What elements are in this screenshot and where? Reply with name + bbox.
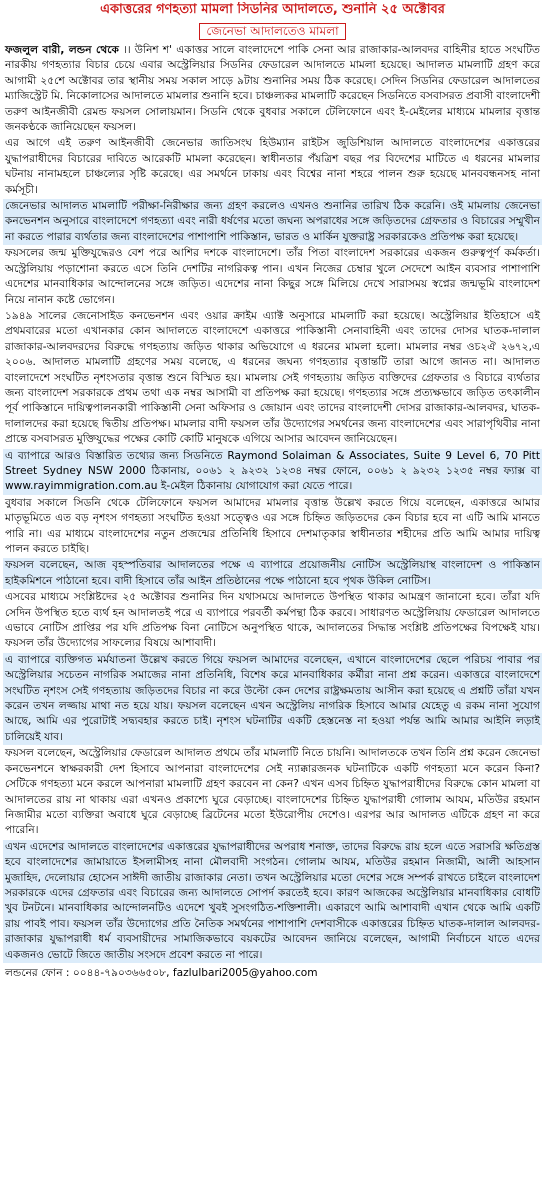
article-paragraph: এর আগে এই তরুণ আইনজীবী জেনেভার জাতিসংঘ হিউম্যান রাইটস জুডিশিয়াল আদালতে বাংলাদেশের একাত্তরের যুদ্ধাপরাধীদের বিচারের দাবিতে আরেকটি মামলা করেছেন। স্বাধীনতার পঁয়ত্রিশ বছর পর বিদেশের মাটিতে এ ধরনের মামলার ঘটনায় নানামহলে চাঞ্চল্যের সৃষ্টি করেছে। এর সমর্থনে ঢাকায় এবং বিশ্বের নানা শহরে পালন শুরু হয়েছে মানববন্ধনসহ নানা কর্মসূচী। — [5, 137, 540, 196]
article-paragraph: ফয়সলের জন্ম মুক্তিযুদ্ধেরও বেশ পরে আশির দশকে বাংলাদেশে। তাঁর পিতা বাংলাদেশ সরকারের একজন গুরুত্বপূর্ণ কর্মকর্তা। অস্ট্রেলিয়ায় পড়াশোনা করতে এসে তিনি দেশটির নাগরিকত্ব পান। এখন নিজের চেম্বার খুলে সেদেশে আইন ব্যবসার পাশাপাশি এদেশের মানবাধিকার আন্দোলনের সঙ্গে জড়িত। এদেশের নানা কিছুর সঙ্গে মিলিয়ে দেখে সারাসময় স্বপ্নের জন্মভূমি বাংলাদেশ নিয়ে নানান কষ্টে ভোগেন। — [5, 247, 540, 306]
headline: একাত্তরের গণহত্যা মামলা সিডনির আদালতে, শুনানি ২৫ অক্টোবর — [100, 2, 445, 17]
article-body — [3, 43, 542, 963]
subtitle-wrapper — [3, 20, 542, 40]
contact-line: লন্ডনের ফোন : ০০৪৪-৭৯০৩৬৬৫০৮, fazlulbari2005@yahoo.com — [5, 966, 318, 979]
article-paragraph: বুধবার সকালে সিডনি থেকে টেলিফোনে ফয়সল আমাদের মামলার বৃত্তান্ত উল্লেখ করতে গিয়ে বলেছেন, একাত্তরে আমার মাতৃভূমিতে এত বড় নৃশংস গণহত্যা সংঘটিত হওয়া সত্ত্বেও এর সঙ্গে চিহ্নিত জড়িতদের কেন বিচার হবে না এটি আমি মানতে পারি না। এর মাধ্যমে বাংলাদেশের নতুন প্রজন্মের প্রতিনিধি হিসাবে দেশমাতৃকার স্বাধীনতার শহীদের প্রতি আমি আমার দায়িত্ব পালন করতে চাইছি। — [5, 496, 541, 555]
article-paragraph: এখন এদেশের আদালতে বাংলাদেশের একাত্তরের যুদ্ধাপরাধীদের অপরাধ শনাক্ত, তাদের বিরুদ্ধে রায় হলে এতে সরাসরি ক্ষতিগ্রস্ত হবে বাংলাদেশের জামায়াতে ইসলামীসহ নানা মৌলবাদী সংগঠন। গোলাম আযম, মতিউর রহমান নিজামী, আলী আহসান মুজাহিদ, দেলোয়ার হোসেন সাঈদী জাতীয় রাজাকার নেতা। তখন অস্ট্রেলিয়ার মতো দেশের সঙ্গে সম্পর্ক রাখতে চাইলে বাংলাদেশ সরকারকে এদের গ্রেফতার এবং বিচারের জন্য আদালতে সোপর্দ করতেই হবে। কারণ আজকের অস্ট্রেলিয়ার মানবাধিকার বোধটি খুব টনটনে। মানবাধিকার আন্দোলনটিও এদেশে খুবই সুসংগঠিত-শক্তিশালী। একারণে আমি আশাবাদী এখান থেকে আমি একটি রায় পাবই পাব। ফয়সল তাঁর উদ্যোগের প্রতি নৈতিক সমর্থনের পাশাপাশি দেশবাসীকে একাত্তরের চিহ্নিত ঘাতক-দালাল আলবদর-রাজাকার যুদ্ধাপরাধী ধর্ম ব্যবসায়ীদের সামাজিকভাবে বয়কটের আবেদন জানিয়ে বলেছেন, আগামী নির্বাচনে যাতে এদের একজনও ভোটে জিতে জাতীয় সংসদে প্রবেশ করতে না পারে। — [3, 840, 542, 963]
article-paragraph-text: ।। উনিশ শ' একাত্তর সালে বাংলাদেশে পাকি সেনা আর রাজাকার-আলবদর বাহিনীর হাতে সংঘটিত নারকীয় গণহত্যার বিচার চেয়ে এবার অস্ট্রেলিয়ার সিডনির ফেডারেল আদালতে মামলা হয়েছে। আদালত মামলাটি গ্রহণ করে আগামী ২৫শে অক্টোবর তার স্থানীয় সময় সকাল সাড়ে ৯টায় শুনানির সময় ঠিক করেছে। সেদিন সিডনির ফেডারেল আদালতের ম্যাজিস্ট্রেট মি. নিকোলাসের আদালতে মামলার শুনানি হবে। চাঞ্চল্যকর মামলাটি করেছেন সিডনিতে বসবাসরত প্রবাসী বাংলাদেশী তরুণ আইনজীবী রেমন্ড ফয়সল সোলায়মান। সিডনি থেকে বুধবার সকালে টেলিফোনে এবং ই-মেইলের মাধ্যমে মামলার বৃত্তান্ত জনকণ্ঠকে জানিয়েছেন ফয়সল। — [5, 44, 540, 134]
byline: ফজলুল বারী, লন্ডন থেকে — [5, 44, 119, 56]
article-paragraph: ১৯৪৯ সালের জেনোসাইড কনভেনশন এবং ওয়ার ক্রাইম এ্যাক্ট অনুসারে মামলাটি করা হয়েছে। অস্ট্রেলিয়ার ইতিহাসে এই প্রথমবারের মতো এখানকার কোন আদালতে বাংলাদেশে একাত্তরে পাকিস্তানী সেনাবাহিনী এবং তাদের দোসর ঘাতক-দালাল রাজাকার-আলবদরদের বিরুদ্ধে গণহত্যায় জড়িত থাকার অভিযোগে এ ধরনের মামলা হলো। মামলার নম্বর ওচ২ঐ ২৬৭২,এ ২০০৬. আদালত মামলাটি গ্রহণের সময় বলেছে, এ ধরনের জঘন্য গণহত্যার বৃত্তান্তটি তারা আগে জানত না। আদালত বাংলাদেশে সংঘটিত নৃশংসতার বৃত্তান্ত শুনে বিস্মিত হয়। মামলায় সেই গণহত্যায় জড়িত ব্যক্তিদের গ্রেফতার ও বিচারে ব্যর্থতার জন্য বাংলাদেশ সরকারকে প্রথম তথা এক নম্বর আসামী বা প্রতিপক্ষ করা হয়েছে। গণহত্যার সঙ্গে প্রত্যক্ষভাবে জড়িত তৎকালীন পূর্ব পাকিস্তানে দায়িত্বপালনকারী পাকিস্তানী সেনা অফিসার ও জোয়ান এবং তাদের বাংলাদেশী দোসর রাজাকার-আলবদর, ঘাতক-দালালদের করা হয়েছে দ্বিতীয় প্রতিপক্ষ। মামলার বাদী ফয়সল তাঁর উদ্যোগের সমর্থনের জন্য বাংলাদেশের এবং সারাপৃথিবীর নানা প্রান্তে বসবাসরত মুক্তিযুদ্ধের পক্ষের কোটি কোটি মানুষকে এগিয়ে আসার আবেদন জানিয়েছেন। — [5, 309, 540, 446]
article-paragraph: ফয়সল বলেছেন, অস্ট্রেলিয়ার ফেডারেল আদালত প্রথমে তাঁর মামলাটি নিতে চায়নি। আদালতকে তখন তিনি প্রশ্ন করেন জেনেভা কনভেনশনে স্বাক্ষরকারী দেশ হিসাবে আপনারা বাংলাদেশের সেই ন্যাক্কারজনক ঘটনাটিকে একটি গণহত্যা মনে করেন কিনা? সেটিকে গণহত্যা মনে করলে আপনারা মামলাটি গ্রহণ করবেন না কেন? এখন এসব চিহ্নিত যুদ্ধাপরাধীদের বিরুদ্ধে কোন মামলা বা আদালতের রায় না থাকায় এরা এখনও প্রকাশ্যে ঘুরে বেড়াচ্ছে। বাংলাদেশের চিহ্নিত যুদ্ধাপরাধী গোলাম আযম, মতিউর রহমান নিজামীর মতো ব্যক্তিরা অবাধে ঘুরে বেড়াচ্ছে ব্রিটেনের মতো ইউরোপীয় দেশেও। এরপর আর আদালত এটিকে গ্রহণ না করে পারেনি। — [5, 747, 540, 837]
article-paragraph: এ ব্যাপারে আরও বিস্তারিত তথ্যের জন্য সিডনিতে Raymond Solaiman & Associates, Suite 9 Level 6, 70 Pitt Street Sydney NSW 2000 ঠিকানায়, ০০৬১ ২ ৯২৩২ ১২৩৪ নম্বর ফোনে, ০০৬১ ২ ৯২৩২ ১২৩৫ নম্বর ফ্যাক্স বা www.rayimmigration.com.au ই-মেইল ঠিকানায় যোগাযোগ করা যেতে পারে। — [3, 449, 542, 495]
article-paragraph: ফয়সল বলেছেন, আজ বৃহস্পতিবার আদালতের পক্ষে এ ব্যাপারে প্রয়োজনীয় নোটিস অস্ট্রেলিয়াস্থ বাংলাদেশ ও পাকিস্তান হাইকমিশনে পাঠানো হবে। বাদী হিসাবে তাঁর আইন প্রতিষ্ঠানের পক্ষে পাঠানো হবে পৃথক উকিল নোটিস। — [3, 558, 542, 589]
article-paragraph: এ ব্যাপারে ব্যক্তিগত মর্মযাতনা উল্লেখ করতে গিয়ে ফয়সল আমাদের বলেছেন, এখানে বাংলাদেশের ছেলে পরিচয় পাবার পর অস্ট্রেলিয়ার সচেতন নাগরিক সমাজের নানা প্রতিনিধি, বিশেষ করে মানবাধিকার কর্মীরা নানা প্রশ্ন করেন। একাত্তরে বাংলাদেশে সংঘটিত নৃশংস সেই গণহত্যায় জড়িতদের বিচার না করে উল্টো কেন দেশের রাষ্ট্রক্ষমতায় আসীন করা হয়েছে এ প্রশ্নটি তাঁরা যখন করেন তখন লজ্জায় মাথা নত হয়ে যায়। ফয়সল বলেছেন এখন অস্ট্রেলিয় নাগরিক হিসাবে আমার যেহেতু এ রকম নানা সুযোগ আছে, আমি এর পুরোটাই সদ্ব্যবহার করতে চাই। নৃশংস ঘটনাটির একটি হেস্তনেস্ত না হওয়া পর্যন্ত আমি আমার আইনি লড়াই চালিয়েই যাব। — [3, 653, 542, 745]
article-paragraph: জেনেভার আদালত মামলাটি পরীক্ষা-নিরীক্ষার জন্য গ্রহণ করলেও এখনও শুনানির তারিখ ঠিক করেনি। ওই মামলায় জেনেভা কনভেনশন অনুসারে বাংলাদেশে গণহত্যা এবং নারী ধর্ষণের মতো জঘন্য অপরাধের সঙ্গে জড়িতদের গ্রেফতার ও বিচারের সম্মুখীন না করতে পারার ব্যর্থতার জন্য বাংলাদেশের পাশাপাশি পাকিস্তান, ভারত ও মার্কিন যুক্তরাষ্ট্র সরকারকেও প্রতিপক্ষ করা হয়েছে। — [3, 199, 542, 245]
article-paragraph — [3, 43, 542, 135]
subtitle: জেনেভা আদালতেও মামলা — [199, 23, 345, 40]
article-paragraph: এসবের মাধ্যমে সংশ্লিষ্টদের ২৫ অক্টোবর শুনানির দিন যথাসময়ে আদালতে উপস্থিত থাকার আমন্ত্রণ জানানো হবে। তাঁরা যদি সেদিন উপস্থিত হতে ব্যর্থ হন আদালতই পরে এ ব্যাপারে পরবর্তী কর্মপন্থা ঠিক করবে। সাধারণত অস্ট্রেলিয়ায় ফেডারেল আদালতে এভাবে নোটিস প্রাপ্তির পর যদি প্রতিপক্ষ বিনা নোটিসে অনুপস্থিত থাকে, আদালতের সিদ্ধান্ত সংশ্লিষ্ট প্রতিপক্ষের বিপক্ষেই যায়। ফয়সল তাঁর উদ্যোগের সাফল্যের বিষয়ে আশাবাদী। — [5, 591, 540, 650]
